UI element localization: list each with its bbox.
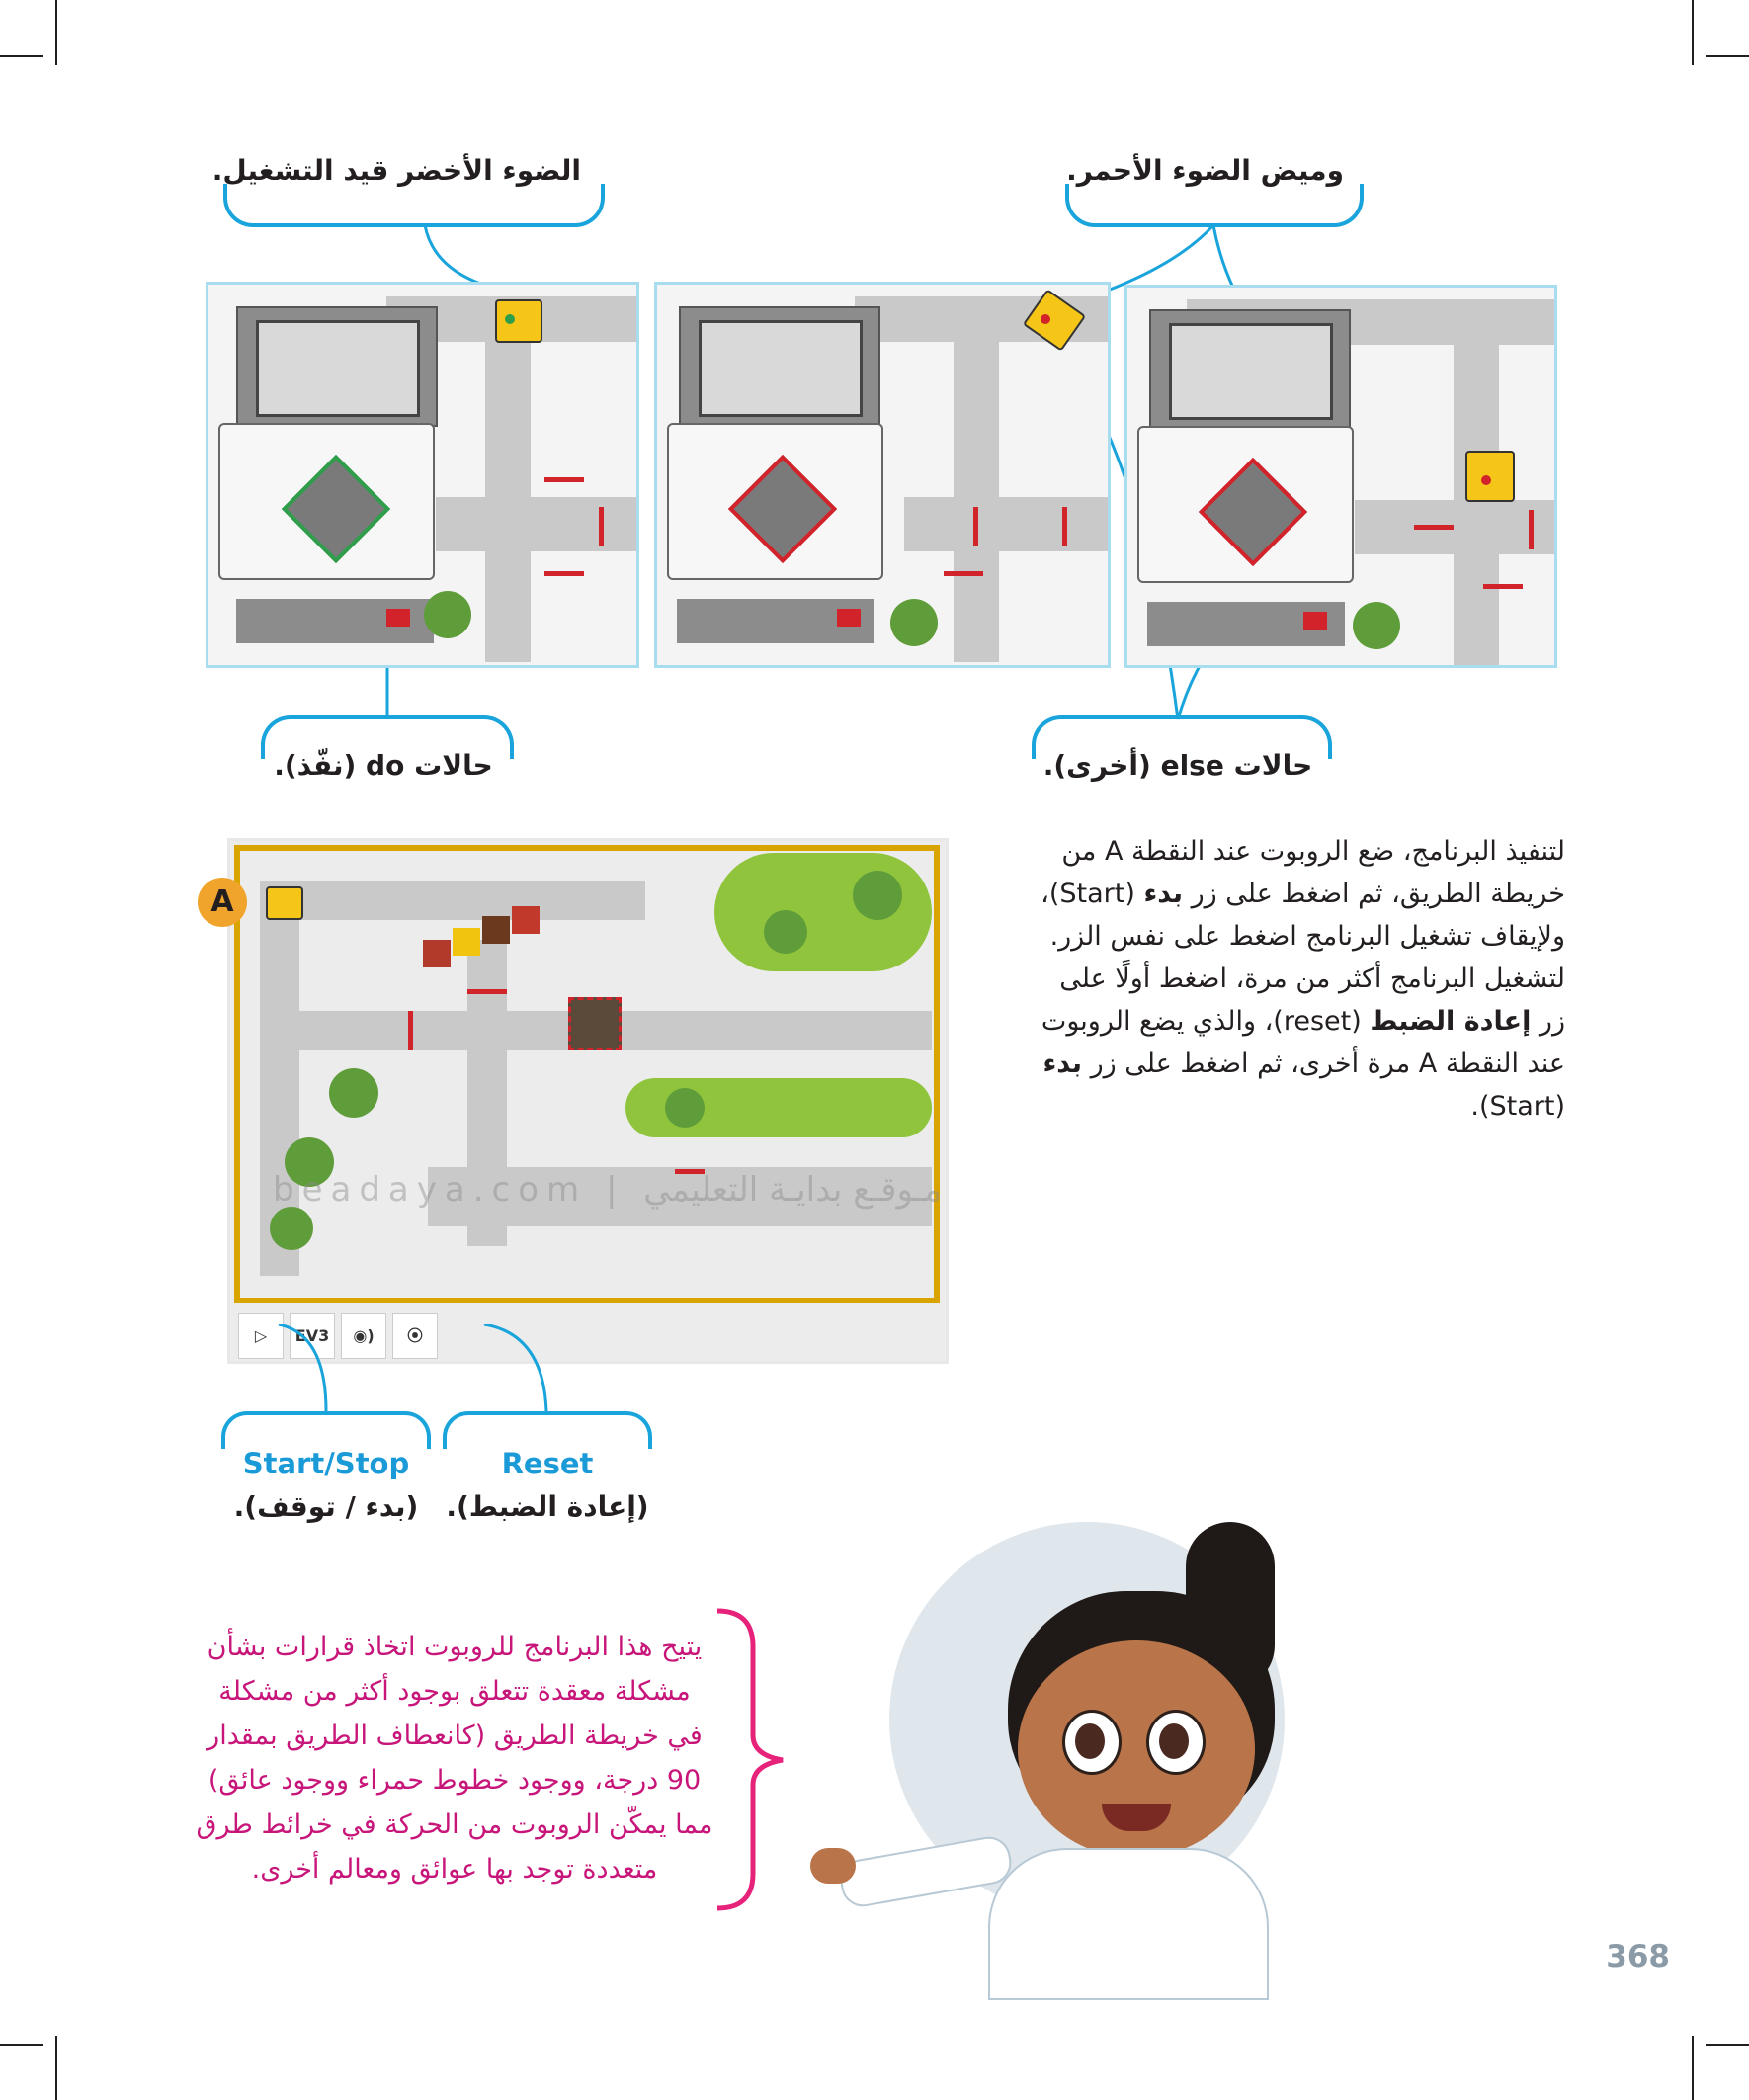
simulator-window [227,838,949,1364]
callout-bracket [443,1411,652,1449]
tip-text: يتيح هذا البرنامج للروبوت اتخاذ قرارات بشأن مشكلة معقدة تتعلق بوجود أكثر من مشكلة في خريطة الطريق (كانعطاف الطريق بمقدار 90 درجة، ووجود خطوط حمراء ووجود عائق) مما يمكّن الروبوت من الحركة في خرائط طرق متعددة توجد بها عوائق ومعالم أخرى. [196,1632,713,1885]
sim-screenshot-green [206,282,639,668]
crop-mark [0,2044,43,2046]
sim-screenshot-red-1 [654,282,1111,668]
robot-icon [495,299,542,343]
callout-green-running: الضوء الأخضر قيد التشغيل. [211,154,581,187]
callout-red-flash: وميض الضوء الأحمر. [1066,154,1344,187]
sound-button[interactable]: ◉) [341,1313,386,1359]
callout-else-cases: حالات else (أخرى). [1042,749,1313,782]
watermark-text: beadaya.com | مـوقـع بدايـة التعليمي [273,1170,943,1210]
instructions-paragraph: لتنفيذ البرنامج، ضع الروبوت عند النقطة A من خريطة الطريق، ثم اضغط على زر بدء (Start)، ولإيقاف تشغيل البرنامج اضغط على نفس الزر. لتشغيل البرنامج أكثر من مرة، اضغط أولًا على زر إعادة الضبط (reset)، والذي يضع الروبوت عند النقطة A مرة أخرى، ثم اضغط على زر بدء (Start). [1041,836,1565,1122]
crop-mark [1706,2044,1749,2046]
character-illustration [889,1522,1379,2012]
reset-label-ar: (إعادة الضبط). [446,1490,649,1523]
start-stop-button[interactable]: ▷ [238,1313,284,1359]
start-stop-label: Start/Stop [242,1447,410,1480]
ev3-button[interactable]: EV3 [290,1313,335,1359]
start-stop-label-ar: (بدء / توقف). [233,1490,419,1523]
reset-button[interactable]: ⦿ [392,1313,438,1359]
point-a-badge: A [198,878,247,927]
callout-do-cases: حالات do (نفّذ). [274,749,493,782]
sim-screenshot-red-2 [1124,285,1557,668]
robot-icon [266,886,303,920]
callout-bracket [221,1411,431,1449]
page-number: 368 [1606,1939,1670,1974]
crop-mark [55,2036,57,2100]
reset-label: Reset [501,1447,594,1480]
crop-mark [1692,2036,1694,2100]
